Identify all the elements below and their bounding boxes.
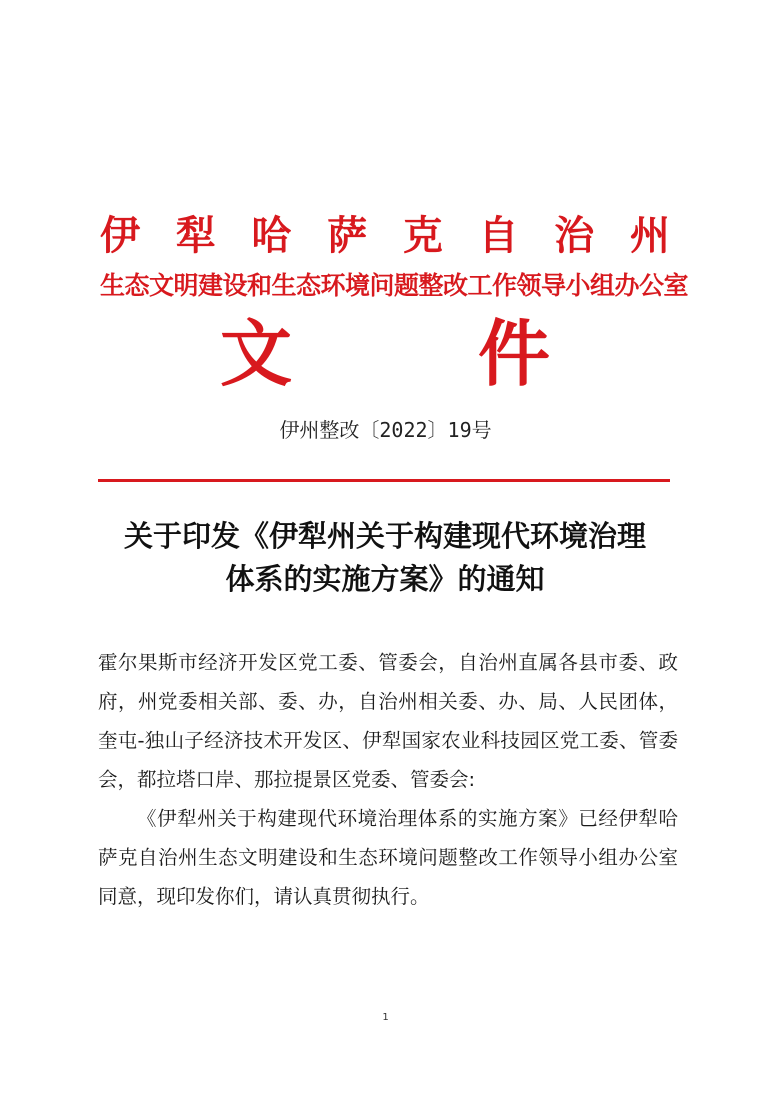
issuer-char: 哈	[251, 212, 292, 259]
doc-type-char: 件	[477, 311, 550, 396]
document-body	[98, 643, 678, 916]
body-paragraph: 《伊犁州关于构建现代环境治理体系的实施方案》已经伊犁哈萨克自治州生态文明建设和生态环境问题整改工作领导小组办公室同意，现印发你们，请认真贯彻执行。	[98, 807, 678, 908]
addressees-paragraph: 霍尔果斯市经济开发区党工委、管委会，自治州直属各县市委、政府，州党委相关部、委、办，自治州相关委、办、局、人民团体，奎屯-独山子经济技术开发区、伊犁国家农业科技园区党工委、管委会，都拉塔口岸、那拉提景区党委、管委会:	[98, 651, 678, 791]
doc-type-heading	[220, 312, 550, 396]
issuer-char: 萨	[327, 212, 368, 259]
page-number: 1	[382, 1012, 389, 1023]
issuer-office: 生态文明建设和生态环境问题整改工作领导小组办公室	[100, 271, 689, 300]
issuer-name	[100, 212, 670, 260]
doc-type-char: 文	[220, 311, 293, 396]
red-divider	[98, 479, 670, 482]
issuer-char: 伊	[100, 212, 140, 259]
title-line: 关于印发《伊犁州关于构建现代环境治理	[123, 519, 646, 553]
issuer-char: 州	[629, 212, 670, 259]
issuer-char: 治	[554, 212, 595, 259]
issuer-char: 犁	[175, 212, 216, 259]
document-title	[95, 515, 675, 601]
issuer-char: 自	[478, 212, 519, 259]
issuer-char: 克	[402, 212, 443, 259]
document-number: 伊州整改〔2022〕19号	[279, 418, 492, 442]
title-line: 体系的实施方案》的通知	[225, 562, 545, 596]
